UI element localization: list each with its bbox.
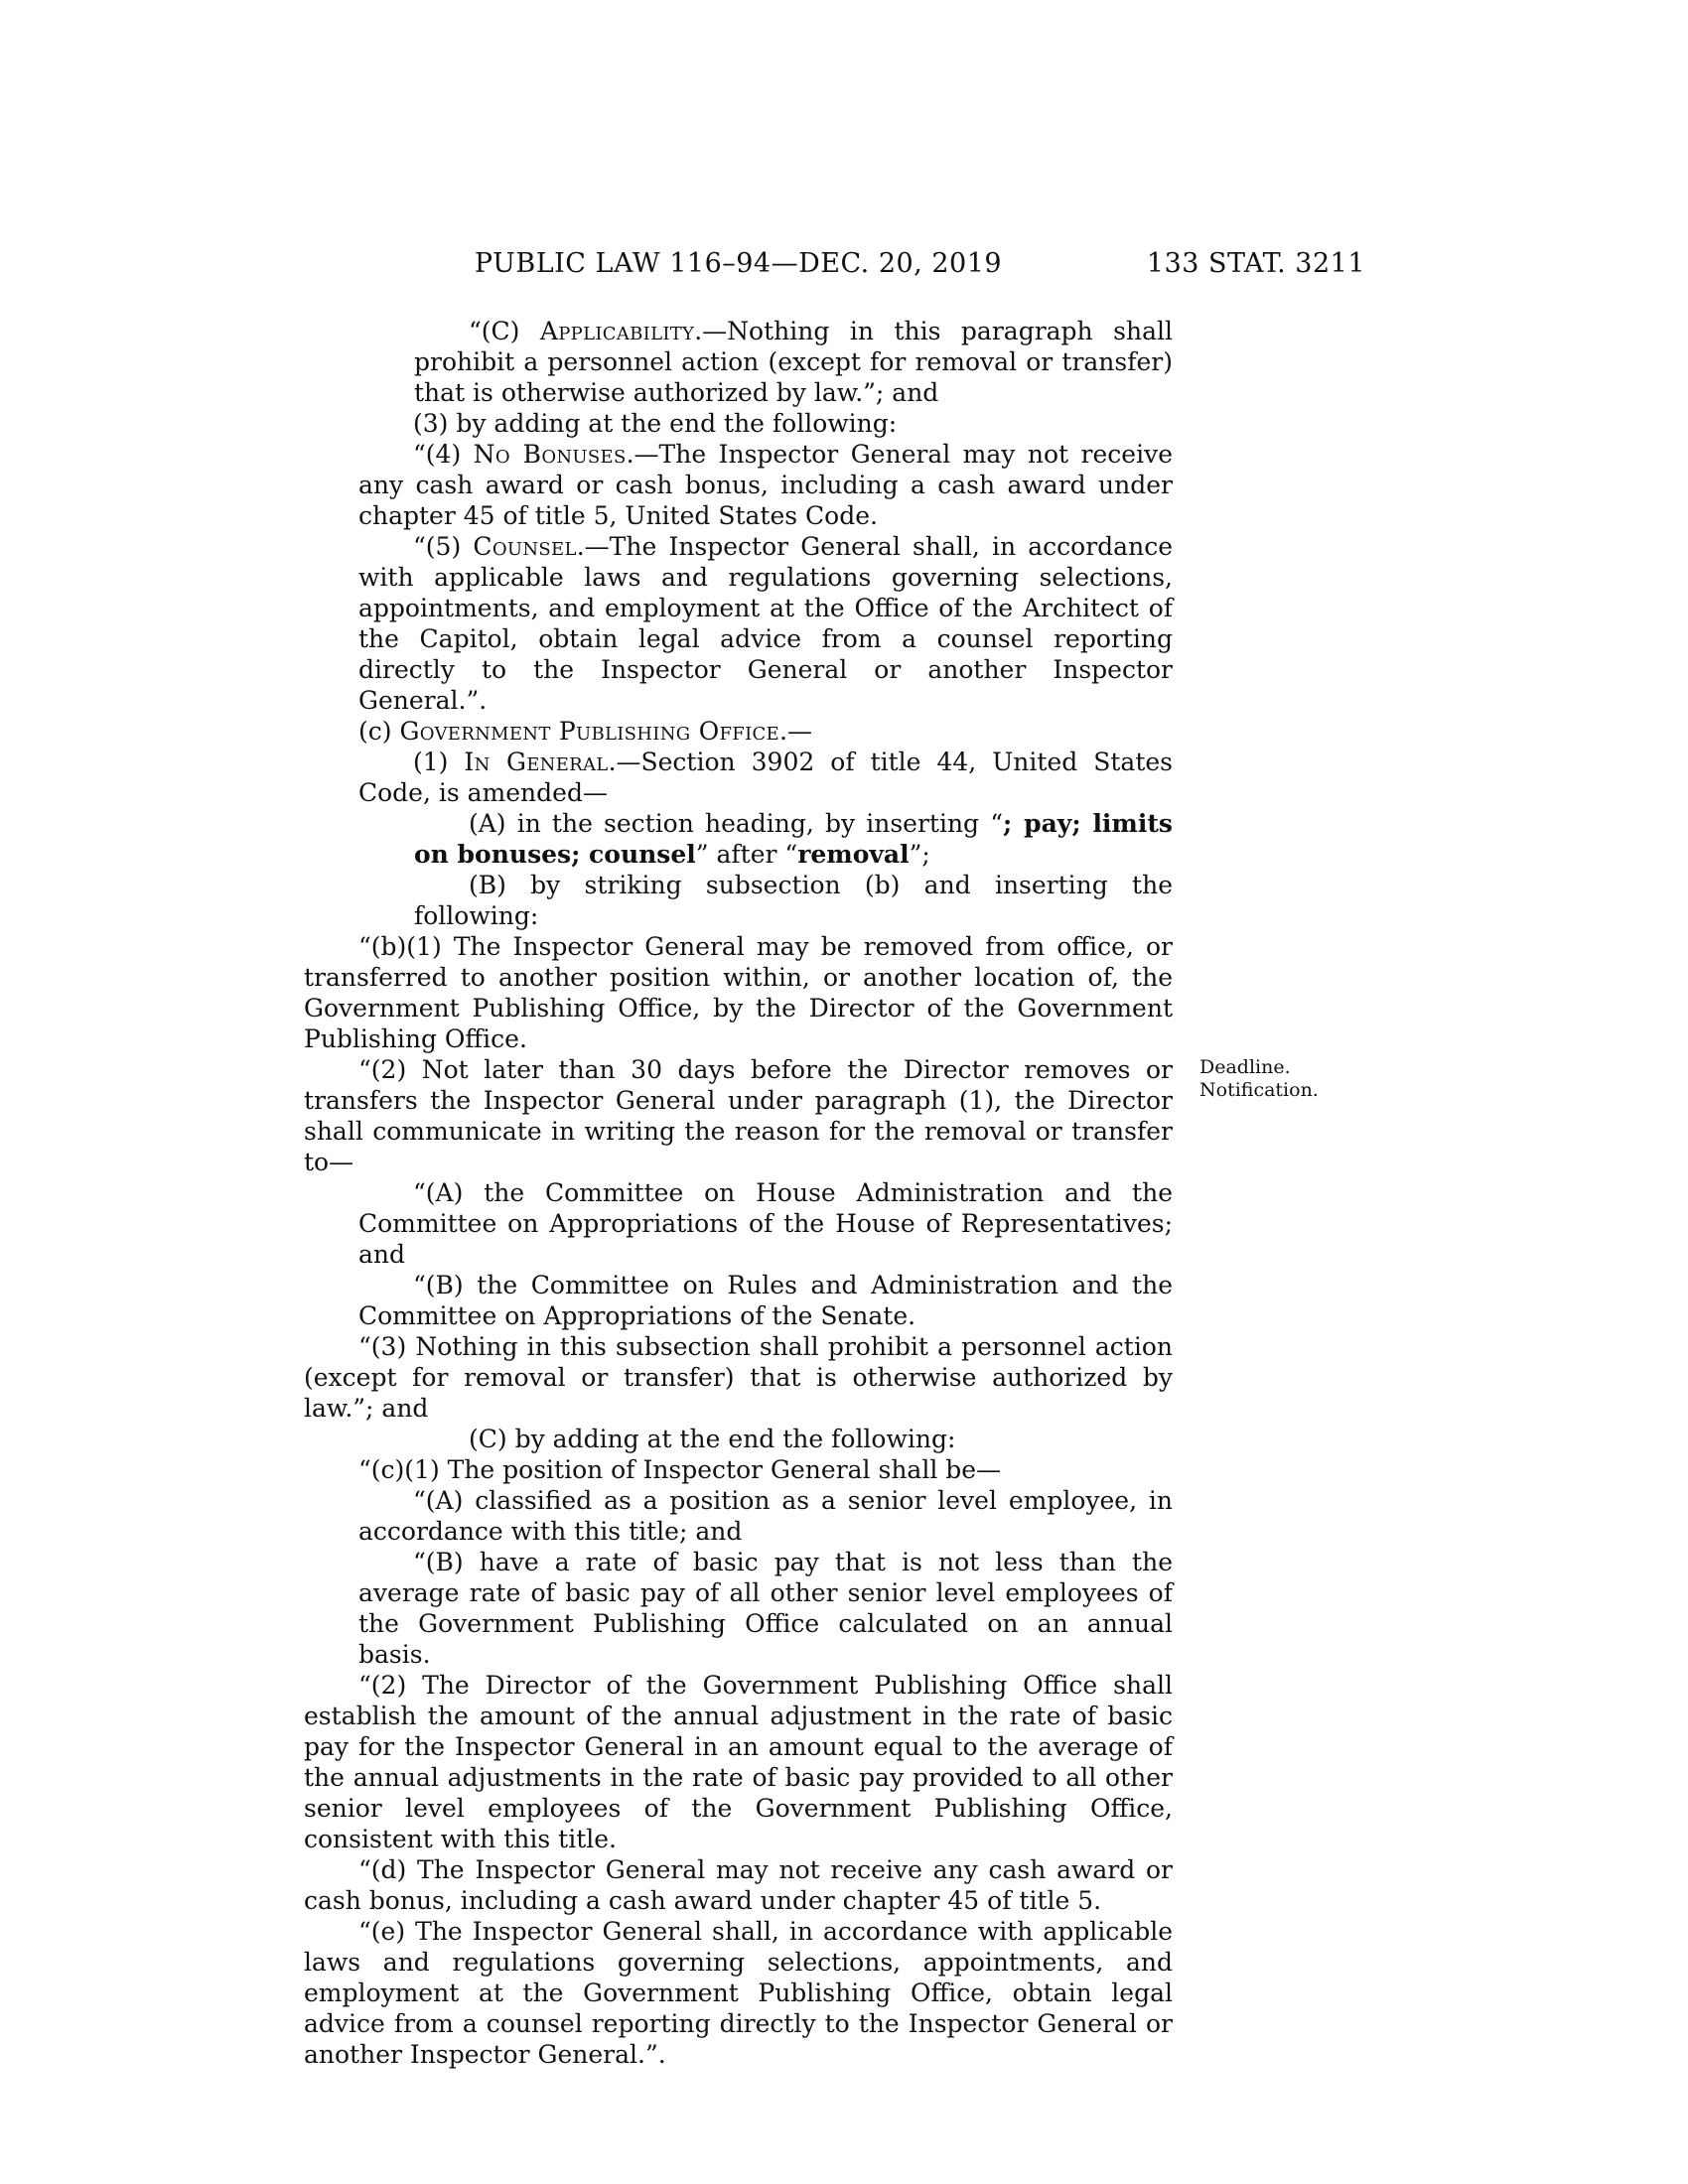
text-run: (1) xyxy=(413,748,465,776)
small-caps-term: Applicability xyxy=(539,317,695,345)
body-column xyxy=(304,316,1319,2070)
small-caps-term: Counsel xyxy=(473,532,577,561)
text-run: “(A) classified as a position as a senior level employee, in accordance with this title; and xyxy=(358,1486,1173,1546)
text-run: “(5) xyxy=(413,532,474,561)
paragraph xyxy=(304,1916,1173,2070)
text-run: “(b)(1) The Inspector General may be removed from office, or transferred to another position within, or another location of, the Government Publishing Office, by the Director of the Government Publishing Office. xyxy=(304,932,1173,1053)
bold-inserted-text: ; pay; limits on bonuses; counsel xyxy=(414,809,1174,869)
paragraph xyxy=(304,1854,1173,1916)
text-run: (C) by adding at the end the following: xyxy=(469,1425,956,1453)
text-run: “(C) xyxy=(469,317,540,345)
text-run: “(4) xyxy=(413,440,474,469)
paragraph xyxy=(304,1331,1173,1424)
text-run: “(e) The Inspector General shall, in accordance with applicable laws and regulations governing selections, appointments, and employment at the Government Publishing Office, obtain legal advice from a counsel reporting directly to the Inspector General or another Inspector General.”. xyxy=(304,1917,1173,2069)
text-run: ” after “ xyxy=(695,840,798,869)
paragraph xyxy=(358,439,1173,531)
paragraph xyxy=(304,1670,1173,1854)
small-caps-term: No Bonuses xyxy=(473,440,627,469)
paragraph xyxy=(304,716,1173,747)
small-caps-term: Government Publishing Office xyxy=(399,717,779,746)
paragraph xyxy=(414,808,1173,870)
text-run: (c) xyxy=(358,717,400,746)
text-run: “(d) The Inspector General may not receive any cash award or cash bonus, including a cash award under chapter 45 of title 5. xyxy=(304,1855,1173,1915)
paragraph xyxy=(358,1270,1173,1331)
paragraph xyxy=(358,531,1173,716)
margin-note-line: Notification. xyxy=(1199,1079,1319,1101)
margin-note xyxy=(1199,1056,1378,1102)
paragraph xyxy=(358,1547,1173,1670)
text-run: .—Nothing in this paragraph shall prohibit a personnel action (except for removal or transfer) that is otherwise authorized by law.”; and xyxy=(414,317,1173,407)
text-run: (B) by striking subsection (b) and inserting the following: xyxy=(414,871,1173,930)
page-header xyxy=(304,248,1365,284)
public-law-heading: PUBLIC LAW 116–94—DEC. 20, 2019 xyxy=(474,248,1003,279)
paragraph xyxy=(304,1054,1319,1177)
text-run: .—The Inspector General shall, in accordance with applicable laws and regulations governing selections, appointments, and employment at the Office of the Architect of the Capitol, obtain legal advice from a counsel reporting directly to the Inspector General or another Inspector General.”. xyxy=(358,532,1173,715)
text-run: (A) in the section heading, by inserting “ xyxy=(469,809,1003,838)
paragraph xyxy=(358,1177,1173,1270)
text-run: .—The Inspector General may not receive any cash award or cash bonus, including a cash award under chapter 45 of title 5, United States Code. xyxy=(358,440,1173,530)
bold-inserted-text: removal xyxy=(797,840,910,869)
text-run: “(c)(1) The position of Inspector General shall be— xyxy=(358,1455,1002,1484)
paragraph xyxy=(414,870,1173,931)
text-run: “(2) Not later than 30 days before the Director removes or transfers the Inspector General under paragraph (1), the Director shall communicate in writing the reason for the removal or transfer to— xyxy=(304,1055,1173,1176)
paragraph xyxy=(358,747,1173,808)
margin-note-line: Deadline. xyxy=(1199,1056,1291,1078)
paragraph xyxy=(414,316,1173,408)
text-run: .—Section 3902 of title 44, United States Code, is amended— xyxy=(358,748,1173,807)
paragraph xyxy=(304,1454,1173,1485)
small-caps-term: In General xyxy=(464,748,609,776)
text-run: “(2) The Director of the Government Publishing Office shall establish the amount of the annual adjustment in the rate of basic pay for the Inspector General in an amount equal to the average of the annual adjustments in the rate of basic pay provided to all other senior level employees of the Government Publishing Office, consistent with this title. xyxy=(304,1671,1173,1853)
paragraph xyxy=(358,1485,1173,1547)
paragraph xyxy=(358,408,1173,439)
statute-citation: 133 STAT. 3211 xyxy=(1146,248,1365,279)
text-run: “(A) the Committee on House Administration and the Committee on Appropriations of the House of Representatives; and xyxy=(358,1178,1173,1269)
paragraph xyxy=(414,1424,1173,1454)
text-run: “(B) the Committee on Rules and Administration and the Committee on Appropriations of the Senate. xyxy=(358,1271,1173,1330)
text-run: .— xyxy=(779,717,812,746)
text-run: “(3) Nothing in this subsection shall prohibit a personnel action (except for removal or transfer) that is otherwise authorized by law.”; and xyxy=(304,1332,1173,1423)
text-run: ”; xyxy=(909,840,930,869)
text-run: (3) by adding at the end the following: xyxy=(413,409,898,438)
text-run: “(B) have a rate of basic pay that is not less than the average rate of basic pay of all other senior level employees of the Government Publishing Office calculated on an annual basis. xyxy=(358,1548,1173,1669)
paragraph xyxy=(304,931,1173,1054)
